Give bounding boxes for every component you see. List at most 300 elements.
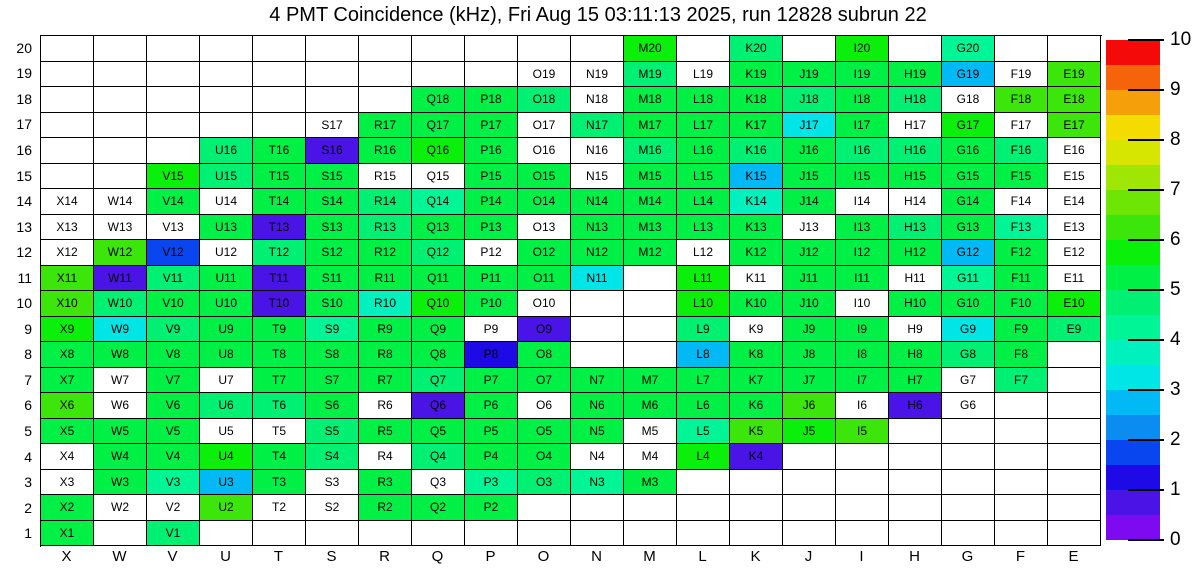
y-axis-tick-label: 15 bbox=[16, 167, 32, 184]
heatmap-cell: V15 bbox=[147, 164, 200, 190]
heatmap-cell-empty bbox=[571, 291, 624, 317]
heatmap-cell: R9 bbox=[359, 317, 412, 343]
heatmap-cell-empty bbox=[783, 444, 836, 470]
heatmap-cell: L7 bbox=[677, 368, 730, 394]
heatmap-cell: G20 bbox=[942, 36, 995, 62]
y-axis-tick-label: 16 bbox=[16, 141, 32, 158]
heatmap-cell: M4 bbox=[624, 444, 677, 470]
heatmap-cell: Q8 bbox=[412, 342, 465, 368]
heatmap-cell: I15 bbox=[836, 164, 889, 190]
heatmap-cell-empty bbox=[412, 36, 465, 62]
heatmap-cell: F12 bbox=[995, 240, 1048, 266]
x-axis-tick-label: J bbox=[804, 548, 813, 565]
colorbar-tick bbox=[1128, 289, 1164, 291]
heatmap-cell: Q15 bbox=[412, 164, 465, 190]
heatmap-cell: N12 bbox=[571, 240, 624, 266]
x-axis-tick-label: P bbox=[485, 548, 496, 565]
heatmap-cell: X3 bbox=[41, 470, 94, 496]
heatmap-cell: F13 bbox=[995, 215, 1048, 241]
heatmap-cell-empty bbox=[94, 164, 147, 190]
heatmap-cell: U14 bbox=[200, 189, 253, 215]
heatmap-cell: M13 bbox=[624, 215, 677, 241]
heatmap-cell: N5 bbox=[571, 419, 624, 445]
colorbar-tick bbox=[1128, 89, 1164, 91]
heatmap-cell: I17 bbox=[836, 113, 889, 139]
heatmap-cell: Q10 bbox=[412, 291, 465, 317]
heatmap-cell-empty bbox=[942, 444, 995, 470]
heatmap-cell: U7 bbox=[200, 368, 253, 394]
heatmap-cell-empty bbox=[306, 36, 359, 62]
heatmap-cell-empty bbox=[942, 521, 995, 547]
heatmap-cell: O19 bbox=[518, 62, 571, 88]
heatmap-cell: E17 bbox=[1048, 113, 1101, 139]
heatmap-cell: K8 bbox=[730, 342, 783, 368]
colorbar-segment bbox=[1106, 465, 1160, 490]
heatmap-cell: T7 bbox=[253, 368, 306, 394]
heatmap-cell: V11 bbox=[147, 266, 200, 292]
heatmap-cell: M14 bbox=[624, 189, 677, 215]
heatmap-cell: J11 bbox=[783, 266, 836, 292]
colorbar-segment bbox=[1106, 190, 1160, 215]
x-axis-tick-label: W bbox=[112, 548, 127, 565]
heatmap-cell: K4 bbox=[730, 444, 783, 470]
heatmap-cell: T13 bbox=[253, 215, 306, 241]
heatmap-cell: O15 bbox=[518, 164, 571, 190]
heatmap-cell: L6 bbox=[677, 393, 730, 419]
heatmap-cell: X11 bbox=[41, 266, 94, 292]
heatmap-cell-empty bbox=[624, 291, 677, 317]
heatmap-cell: N7 bbox=[571, 368, 624, 394]
heatmap-cell-empty bbox=[836, 495, 889, 521]
heatmap-cell: V12 bbox=[147, 240, 200, 266]
heatmap-cell: X8 bbox=[41, 342, 94, 368]
heatmap-cell-empty bbox=[995, 495, 1048, 521]
heatmap-cell-empty bbox=[359, 62, 412, 88]
heatmap-cell: V4 bbox=[147, 444, 200, 470]
heatmap-cell: N3 bbox=[571, 470, 624, 496]
heatmap-cell: M6 bbox=[624, 393, 677, 419]
colorbar-segment bbox=[1106, 65, 1160, 90]
heatmap-cell-empty bbox=[995, 470, 1048, 496]
heatmap-cell-empty bbox=[571, 495, 624, 521]
heatmap-cell: J9 bbox=[783, 317, 836, 343]
heatmap-cell: R13 bbox=[359, 215, 412, 241]
heatmap-cell: L5 bbox=[677, 419, 730, 445]
heatmap-cell: O3 bbox=[518, 470, 571, 496]
heatmap-cell: Q14 bbox=[412, 189, 465, 215]
heatmap-cell: K13 bbox=[730, 215, 783, 241]
heatmap-cell: U8 bbox=[200, 342, 253, 368]
heatmap-cell: P9 bbox=[465, 317, 518, 343]
colorbar-tick-label: 7 bbox=[1170, 179, 1181, 200]
heatmap-cell: J17 bbox=[783, 113, 836, 139]
y-axis-tick-label: 1 bbox=[24, 525, 32, 542]
heatmap-cell-empty bbox=[200, 521, 253, 547]
heatmap-cell: P8 bbox=[465, 342, 518, 368]
heatmap-cell: V9 bbox=[147, 317, 200, 343]
heatmap-cell-empty bbox=[1048, 36, 1101, 62]
heatmap-cell: P6 bbox=[465, 393, 518, 419]
heatmap-cell-empty bbox=[942, 419, 995, 445]
colorbar-tick bbox=[1128, 139, 1164, 141]
heatmap-cell: S11 bbox=[306, 266, 359, 292]
heatmap-cell: H10 bbox=[889, 291, 942, 317]
heatmap-cell-empty bbox=[889, 470, 942, 496]
heatmap-cell: N11 bbox=[571, 266, 624, 292]
heatmap-cell: H18 bbox=[889, 87, 942, 113]
heatmap-cell-empty bbox=[995, 444, 1048, 470]
heatmap-cell-empty bbox=[1048, 495, 1101, 521]
y-axis-tick-label: 18 bbox=[16, 90, 32, 107]
heatmap-cell: V1 bbox=[147, 521, 200, 547]
colorbar-tick-label: 0 bbox=[1170, 529, 1181, 550]
heatmap-cell: O13 bbox=[518, 215, 571, 241]
heatmap-cell-empty bbox=[518, 36, 571, 62]
heatmap-cell-empty bbox=[253, 113, 306, 139]
heatmap-cell: L19 bbox=[677, 62, 730, 88]
heatmap-cell-empty bbox=[147, 87, 200, 113]
heatmap-cell: R15 bbox=[359, 164, 412, 190]
heatmap-cell: I7 bbox=[836, 368, 889, 394]
heatmap-cell: J16 bbox=[783, 138, 836, 164]
heatmap-cell: V3 bbox=[147, 470, 200, 496]
heatmap-cell-empty bbox=[147, 138, 200, 164]
heatmap-cell: X10 bbox=[41, 291, 94, 317]
heatmap-cell: W9 bbox=[94, 317, 147, 343]
x-axis-labels bbox=[40, 548, 1101, 565]
heatmap-cell: T11 bbox=[253, 266, 306, 292]
heatmap-cell: H19 bbox=[889, 62, 942, 88]
heatmap-cell: U16 bbox=[200, 138, 253, 164]
heatmap-cell: O12 bbox=[518, 240, 571, 266]
colorbar-tick bbox=[1128, 389, 1164, 391]
heatmap-cell: T14 bbox=[253, 189, 306, 215]
heatmap-cell: N15 bbox=[571, 164, 624, 190]
heatmap-cell: U4 bbox=[200, 444, 253, 470]
heatmap-cell: K6 bbox=[730, 393, 783, 419]
x-axis-tick-label: X bbox=[61, 548, 72, 565]
heatmap-cell: P12 bbox=[465, 240, 518, 266]
y-axis-tick-label: 10 bbox=[16, 295, 32, 312]
colorbar-segment bbox=[1106, 490, 1160, 515]
heatmap-cell: I18 bbox=[836, 87, 889, 113]
heatmap-cell: P10 bbox=[465, 291, 518, 317]
heatmap-cell: N6 bbox=[571, 393, 624, 419]
x-axis-tick-label: O bbox=[537, 548, 550, 565]
heatmap-cell: I20 bbox=[836, 36, 889, 62]
colorbar-tick-label: 6 bbox=[1170, 229, 1181, 250]
heatmap-cell: Q12 bbox=[412, 240, 465, 266]
heatmap-cell: I12 bbox=[836, 240, 889, 266]
heatmap-cell: Q6 bbox=[412, 393, 465, 419]
x-axis-tick-label: H bbox=[909, 548, 920, 565]
heatmap-cell: K12 bbox=[730, 240, 783, 266]
heatmap-cell: K14 bbox=[730, 189, 783, 215]
heatmap-cell: K17 bbox=[730, 113, 783, 139]
heatmap-cell: F11 bbox=[995, 266, 1048, 292]
heatmap-cell-empty bbox=[306, 62, 359, 88]
heatmap-cell: W7 bbox=[94, 368, 147, 394]
heatmap-cell-empty bbox=[677, 495, 730, 521]
heatmap-cell: M3 bbox=[624, 470, 677, 496]
heatmap-cell: W3 bbox=[94, 470, 147, 496]
heatmap-cell: M5 bbox=[624, 419, 677, 445]
heatmap-cell-empty bbox=[1048, 393, 1101, 419]
colorbar-tick bbox=[1128, 539, 1164, 541]
heatmap-cell: G19 bbox=[942, 62, 995, 88]
heatmap-cell-empty bbox=[730, 470, 783, 496]
colorbar-tick-label: 10 bbox=[1170, 29, 1192, 50]
heatmap-cell-empty bbox=[41, 138, 94, 164]
heatmap-cell-empty bbox=[889, 495, 942, 521]
heatmap-cell: L17 bbox=[677, 113, 730, 139]
heatmap-cell-empty bbox=[783, 495, 836, 521]
heatmap-cell: H7 bbox=[889, 368, 942, 394]
y-axis-tick-label: 20 bbox=[16, 39, 32, 56]
heatmap-cell: F16 bbox=[995, 138, 1048, 164]
heatmap-cell: P11 bbox=[465, 266, 518, 292]
y-axis-tick-label: 3 bbox=[24, 474, 32, 491]
heatmap-cell: H14 bbox=[889, 189, 942, 215]
heatmap-cell-empty bbox=[995, 36, 1048, 62]
heatmap-cell-empty bbox=[200, 87, 253, 113]
heatmap-cell: X1 bbox=[41, 521, 94, 547]
y-axis-tick-label: 9 bbox=[24, 320, 32, 337]
y-axis-tick-label: 17 bbox=[16, 116, 32, 133]
heatmap-cell: V5 bbox=[147, 419, 200, 445]
y-axis-tick-label: 8 bbox=[24, 346, 32, 363]
colorbar-segment bbox=[1106, 315, 1160, 340]
heatmap-cell: E15 bbox=[1048, 164, 1101, 190]
colorbar-tick bbox=[1128, 39, 1164, 41]
heatmap-cell: X4 bbox=[41, 444, 94, 470]
heatmap-cell: R2 bbox=[359, 495, 412, 521]
heatmap-cell-empty bbox=[518, 521, 571, 547]
heatmap-cell-empty bbox=[730, 521, 783, 547]
heatmap-cell: O6 bbox=[518, 393, 571, 419]
y-axis-tick-label: 14 bbox=[16, 193, 32, 210]
heatmap-cell: X12 bbox=[41, 240, 94, 266]
heatmap-cell: M15 bbox=[624, 164, 677, 190]
colorbar-tick-label: 1 bbox=[1170, 479, 1181, 500]
heatmap-cell: K5 bbox=[730, 419, 783, 445]
heatmap-cell-empty bbox=[200, 62, 253, 88]
heatmap-cell: J14 bbox=[783, 189, 836, 215]
colorbar-segment bbox=[1106, 440, 1160, 465]
heatmap-cell: U6 bbox=[200, 393, 253, 419]
heatmap-cell: I10 bbox=[836, 291, 889, 317]
heatmap-cell-empty bbox=[624, 266, 677, 292]
heatmap-cell-empty bbox=[359, 521, 412, 547]
heatmap-cell-empty bbox=[1048, 521, 1101, 547]
x-axis-tick-label: I bbox=[859, 548, 864, 565]
x-axis-tick-label: V bbox=[167, 548, 178, 565]
heatmap-cell-empty bbox=[783, 521, 836, 547]
x-axis-tick-label: N bbox=[591, 548, 602, 565]
heatmap-cell-empty bbox=[412, 62, 465, 88]
heatmap-cell: V6 bbox=[147, 393, 200, 419]
heatmap-cell-empty bbox=[1048, 470, 1101, 496]
heatmap-cell-empty bbox=[465, 521, 518, 547]
heatmap-cell: X5 bbox=[41, 419, 94, 445]
heatmap-cell-empty bbox=[41, 62, 94, 88]
heatmap-cell-empty bbox=[94, 138, 147, 164]
y-axis-tick-label: 12 bbox=[16, 244, 32, 261]
heatmap-cell-empty bbox=[41, 164, 94, 190]
heatmap-cell: L12 bbox=[677, 240, 730, 266]
heatmap-cell: G7 bbox=[942, 368, 995, 394]
heatmap-cell-empty bbox=[253, 521, 306, 547]
heatmap-cell-empty bbox=[889, 521, 942, 547]
heatmap-grid bbox=[40, 35, 1102, 547]
heatmap-cell: F18 bbox=[995, 87, 1048, 113]
heatmap-cell: F17 bbox=[995, 113, 1048, 139]
heatmap-cell: S8 bbox=[306, 342, 359, 368]
heatmap-cell: H13 bbox=[889, 215, 942, 241]
heatmap-cell-empty bbox=[306, 87, 359, 113]
heatmap-cell: P16 bbox=[465, 138, 518, 164]
heatmap-cell: S2 bbox=[306, 495, 359, 521]
heatmap-cell-empty bbox=[94, 113, 147, 139]
x-axis-tick-label: Q bbox=[431, 548, 444, 565]
heatmap-cell: J7 bbox=[783, 368, 836, 394]
colorbar-segment bbox=[1106, 390, 1160, 415]
y-axis-tick-label: 2 bbox=[24, 499, 32, 516]
heatmap-cell: K10 bbox=[730, 291, 783, 317]
heatmap-cell: O9 bbox=[518, 317, 571, 343]
heatmap-cell-empty bbox=[995, 521, 1048, 547]
heatmap-cell: G14 bbox=[942, 189, 995, 215]
heatmap-cell: O16 bbox=[518, 138, 571, 164]
heatmap-cell: H8 bbox=[889, 342, 942, 368]
heatmap-cell-empty bbox=[253, 62, 306, 88]
heatmap-cell: S3 bbox=[306, 470, 359, 496]
heatmap-cell: X7 bbox=[41, 368, 94, 394]
heatmap-cell: J5 bbox=[783, 419, 836, 445]
heatmap-cell: N14 bbox=[571, 189, 624, 215]
heatmap-cell: H16 bbox=[889, 138, 942, 164]
x-axis-tick-label: U bbox=[220, 548, 231, 565]
colorbar-tick bbox=[1128, 339, 1164, 341]
heatmap-cell: O18 bbox=[518, 87, 571, 113]
heatmap-cell: Q2 bbox=[412, 495, 465, 521]
heatmap-cell: Q5 bbox=[412, 419, 465, 445]
heatmap-cell: M20 bbox=[624, 36, 677, 62]
colorbar-tick-label: 4 bbox=[1170, 329, 1181, 350]
heatmap-cell: L15 bbox=[677, 164, 730, 190]
heatmap-cell: U10 bbox=[200, 291, 253, 317]
heatmap-cell: R7 bbox=[359, 368, 412, 394]
heatmap-cell: M17 bbox=[624, 113, 677, 139]
heatmap-cell: P5 bbox=[465, 419, 518, 445]
heatmap-cell: P14 bbox=[465, 189, 518, 215]
heatmap-cell: F8 bbox=[995, 342, 1048, 368]
heatmap-cell: R16 bbox=[359, 138, 412, 164]
heatmap-cell: S15 bbox=[306, 164, 359, 190]
colorbar-tick bbox=[1128, 439, 1164, 441]
heatmap-cell: N18 bbox=[571, 87, 624, 113]
heatmap-cell-empty bbox=[571, 36, 624, 62]
heatmap-cell: F9 bbox=[995, 317, 1048, 343]
y-axis-tick-label: 5 bbox=[24, 422, 32, 439]
colorbar-segment bbox=[1106, 265, 1160, 290]
heatmap-cell: E16 bbox=[1048, 138, 1101, 164]
heatmap-cell: P2 bbox=[465, 495, 518, 521]
heatmap-cell: T2 bbox=[253, 495, 306, 521]
heatmap-cell: J10 bbox=[783, 291, 836, 317]
heatmap-cell: I19 bbox=[836, 62, 889, 88]
heatmap-cell: U9 bbox=[200, 317, 253, 343]
heatmap-cell: K15 bbox=[730, 164, 783, 190]
heatmap-cell-empty bbox=[730, 495, 783, 521]
heatmap-cell: L10 bbox=[677, 291, 730, 317]
y-axis-tick-label: 19 bbox=[16, 65, 32, 82]
heatmap-cell: O11 bbox=[518, 266, 571, 292]
heatmap-cell: K19 bbox=[730, 62, 783, 88]
heatmap-cell: M18 bbox=[624, 87, 677, 113]
heatmap-cell-empty bbox=[1048, 368, 1101, 394]
heatmap-cell: T16 bbox=[253, 138, 306, 164]
colorbar-tick bbox=[1128, 489, 1164, 491]
heatmap-cell: S4 bbox=[306, 444, 359, 470]
heatmap-cell: Q3 bbox=[412, 470, 465, 496]
colorbar-tick bbox=[1128, 189, 1164, 191]
heatmap-cell: L9 bbox=[677, 317, 730, 343]
heatmap-cell: J13 bbox=[783, 215, 836, 241]
heatmap-cell: X13 bbox=[41, 215, 94, 241]
heatmap-cell-empty bbox=[306, 521, 359, 547]
heatmap-cell: T9 bbox=[253, 317, 306, 343]
heatmap-cell: G12 bbox=[942, 240, 995, 266]
heatmap-cell: Q18 bbox=[412, 87, 465, 113]
heatmap-cell-empty bbox=[41, 87, 94, 113]
heatmap-cell: V8 bbox=[147, 342, 200, 368]
heatmap-cell: H15 bbox=[889, 164, 942, 190]
heatmap-cell: K20 bbox=[730, 36, 783, 62]
heatmap-cell-empty bbox=[571, 342, 624, 368]
heatmap-cell-empty bbox=[94, 36, 147, 62]
heatmap-cell: Q13 bbox=[412, 215, 465, 241]
heatmap-cell: U3 bbox=[200, 470, 253, 496]
heatmap-cell: W5 bbox=[94, 419, 147, 445]
heatmap-cell-empty bbox=[624, 521, 677, 547]
heatmap-cell: Q4 bbox=[412, 444, 465, 470]
colorbar-segment bbox=[1106, 90, 1160, 115]
heatmap-cell: G18 bbox=[942, 87, 995, 113]
heatmap-cell: G6 bbox=[942, 393, 995, 419]
heatmap-cell: P18 bbox=[465, 87, 518, 113]
heatmap-cell-empty bbox=[253, 36, 306, 62]
plot-title: 4 PMT Coincidence (kHz), Fri Aug 15 03:11:13 2025, run 12828 subrun 22 bbox=[269, 4, 927, 26]
colorbar-segment bbox=[1106, 140, 1160, 165]
heatmap-cell-empty bbox=[836, 444, 889, 470]
heatmap-cell: W14 bbox=[94, 189, 147, 215]
heatmap-cell-empty bbox=[147, 62, 200, 88]
colorbar-segment bbox=[1106, 515, 1160, 540]
x-axis-tick-label: T bbox=[273, 548, 284, 565]
colorbar-tick-label: 2 bbox=[1170, 429, 1181, 450]
heatmap-cell-empty bbox=[942, 495, 995, 521]
heatmap-cell: O17 bbox=[518, 113, 571, 139]
heatmap-cell-empty bbox=[1048, 444, 1101, 470]
heatmap-cell: O10 bbox=[518, 291, 571, 317]
y-axis-tick-label: 13 bbox=[16, 218, 32, 235]
heatmap-cell: T10 bbox=[253, 291, 306, 317]
heatmap-cell: V10 bbox=[147, 291, 200, 317]
heatmap-cell: W10 bbox=[94, 291, 147, 317]
heatmap-cell: W2 bbox=[94, 495, 147, 521]
colorbar-tick-label: 3 bbox=[1170, 379, 1181, 400]
